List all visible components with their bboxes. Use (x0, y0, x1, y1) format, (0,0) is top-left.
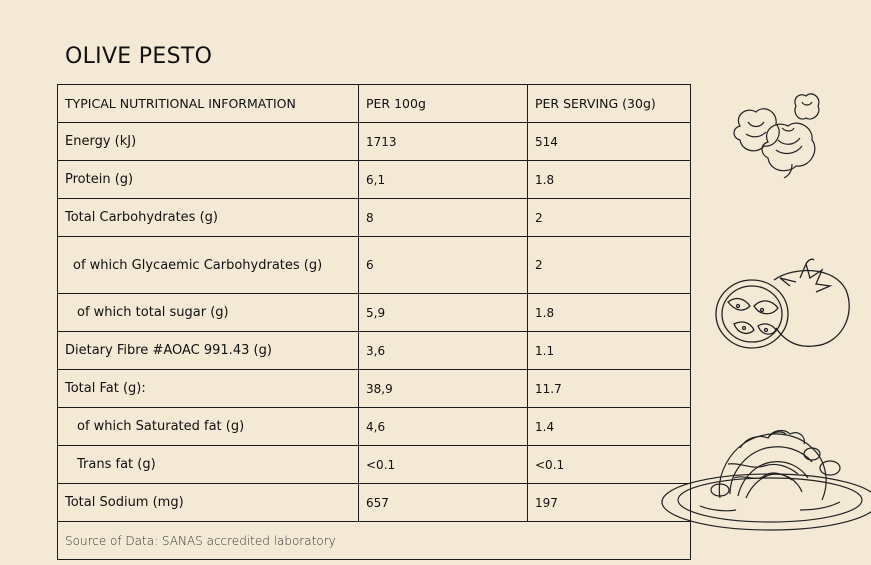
header-per-serving: PER SERVING (30g) (528, 85, 691, 123)
row-per-serving: 11.7 (528, 370, 691, 408)
table-row (58, 199, 691, 237)
row-label: Total Sodium (mg) (58, 484, 359, 522)
row-label: Energy (kJ) (58, 123, 359, 161)
row-per-100g: 657 (359, 484, 528, 522)
row-per-100g: 5,9 (359, 294, 528, 332)
row-label: Protein (g) (58, 161, 359, 199)
garlic-icon (726, 92, 852, 184)
row-per-100g: 6 (359, 237, 528, 294)
pasta-plate-icon (660, 418, 871, 534)
row-per-serving: 1.4 (528, 408, 691, 446)
table-header-row (58, 85, 691, 123)
row-label: of which Saturated fat (g) (58, 408, 359, 446)
table-row (58, 370, 691, 408)
row-per-serving: 1.8 (528, 294, 691, 332)
row-label: Dietary Fibre #AOAC 991.43 (g) (58, 332, 359, 370)
table-row (58, 237, 691, 294)
tomato-icon (714, 254, 852, 358)
row-per-100g: 8 (359, 199, 528, 237)
row-per-100g: 6,1 (359, 161, 528, 199)
table-row (58, 123, 691, 161)
source-note: Source of Data: SANAS accredited laboratory (58, 522, 691, 560)
page-title: OLIVE PESTO (65, 44, 213, 69)
row-per-100g: 3,6 (359, 332, 528, 370)
row-label: Total Carbohydrates (g) (58, 199, 359, 237)
row-label: of which total sugar (g) (58, 294, 359, 332)
row-per-serving: 514 (528, 123, 691, 161)
table-row (58, 446, 691, 484)
row-per-100g: 4,6 (359, 408, 528, 446)
row-per-serving: 1.8 (528, 161, 691, 199)
header-nutrient: TYPICAL NUTRITIONAL INFORMATION (58, 85, 359, 123)
row-label: of which Glycaemic Carbohydrates (g) (58, 237, 359, 294)
table-footer-row (58, 522, 691, 560)
table-row (58, 294, 691, 332)
table-row (58, 332, 691, 370)
nutrition-table (57, 84, 691, 560)
row-per-100g: 1713 (359, 123, 528, 161)
row-per-serving: 197 (528, 484, 691, 522)
header-per-100g: PER 100g (359, 85, 528, 123)
row-per-serving: <0.1 (528, 446, 691, 484)
row-label: Trans fat (g) (58, 446, 359, 484)
row-per-serving: 1.1 (528, 332, 691, 370)
row-per-serving: 2 (528, 237, 691, 294)
row-per-100g: <0.1 (359, 446, 528, 484)
table-row (58, 161, 691, 199)
row-label: Total Fat (g): (58, 370, 359, 408)
row-per-100g: 38,9 (359, 370, 528, 408)
row-per-serving: 2 (528, 199, 691, 237)
table-row (58, 484, 691, 522)
table-row (58, 408, 691, 446)
